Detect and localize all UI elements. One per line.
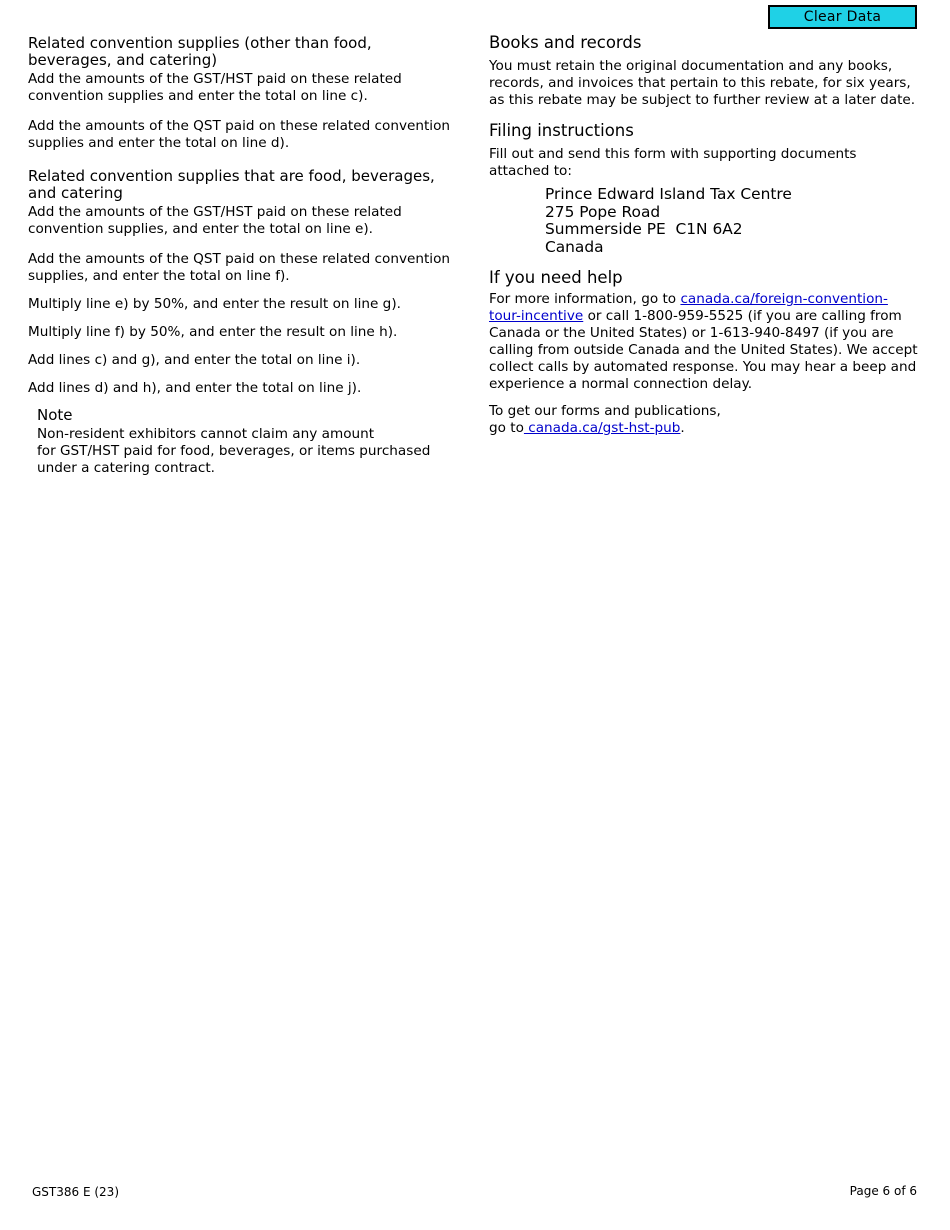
help-text [489, 291, 919, 393]
foreign-convention-link[interactable]: canada.ca/foreign-convention-tour-incentive [489, 291, 888, 324]
note-line-2: for GST/HST paid for food, beverages, or items purchased [37, 443, 431, 459]
address-line-2: 275 Pope Road [545, 202, 661, 221]
address-line-4: Canada [545, 237, 604, 256]
filing-instructions-text: Fill out and send this form with supporting documents attached to: [489, 146, 857, 179]
right-column [489, 33, 919, 437]
books-records-text: You must retain the original documentation and any books, records, and invoices that pertain to this rebate, for six years, as this rebate may be subject to further review at a later date. [489, 58, 916, 108]
books-records-heading: Books and records [489, 33, 642, 52]
address-line-1: Prince Edward Island Tax Centre [545, 185, 792, 203]
gst-food-text: Add the amounts of the GST/HST paid on these related convention supplies, and enter the total on line e). [28, 204, 402, 237]
forms-line-1: To get our forms and publications, [489, 403, 721, 419]
forms-text [489, 403, 919, 437]
qst-food-text: Add the amounts of the QST paid on these related convention supplies, and enter the total on line f). [28, 251, 451, 284]
note-line-3: under a catering contract. [37, 460, 215, 476]
note-heading: Note [37, 406, 73, 424]
address-line-3: Summerside PE C1N 6A2 [545, 220, 743, 238]
multiply-line-g-text: Multiply line e) by 50%, and enter the result on line g). [28, 296, 401, 312]
add-line-i-text: Add lines c) and g), and enter the total on line i). [28, 352, 361, 368]
gst-non-food-text: Add the amounts of the GST/HST paid on these related convention supplies and enter the total on line c). [28, 71, 402, 104]
form-identifier: GST386 E (23) [32, 1185, 119, 1199]
help-text-before: For more information, go to [489, 291, 681, 307]
tax-centre-address [545, 186, 919, 256]
add-line-j-text: Add lines d) and h), and enter the total on line j). [28, 380, 362, 396]
forms-period: . [680, 420, 685, 436]
forms-go-to: go to [489, 420, 524, 436]
multiply-line-h-text: Multiply line f) by 50%, and enter the result on line h). [28, 324, 398, 340]
page-number: Page 6 of 6 [849, 1184, 917, 1198]
note-line-1: Non-resident exhibitors cannot claim any amount [37, 426, 375, 442]
help-text-after: or call 1-800-959-5525 (if you are calling from Canada or the United States) or 1-613-940-8497 (if you are calling from outside Canada and the United States). We accept collect calls by automated response. You may hear a beep and experience a normal connection delay. [489, 308, 918, 392]
note-box [37, 407, 460, 477]
help-heading: If you need help [489, 268, 623, 287]
related-supplies-non-food-heading: Related convention supplies (other than food, beverages, and catering) [28, 34, 372, 69]
filing-instructions-heading: Filing instructions [489, 121, 634, 140]
left-column [28, 35, 460, 477]
gst-hst-pub-link[interactable]: canada.ca/gst-hst-pub [523, 420, 681, 436]
qst-non-food-text: Add the amounts of the QST paid on these related convention supplies and enter the total on line d). [28, 118, 451, 151]
related-supplies-food-heading: Related convention supplies that are food, beverages, and catering [28, 167, 435, 202]
clear-data-button[interactable]: Clear Data [768, 5, 917, 29]
